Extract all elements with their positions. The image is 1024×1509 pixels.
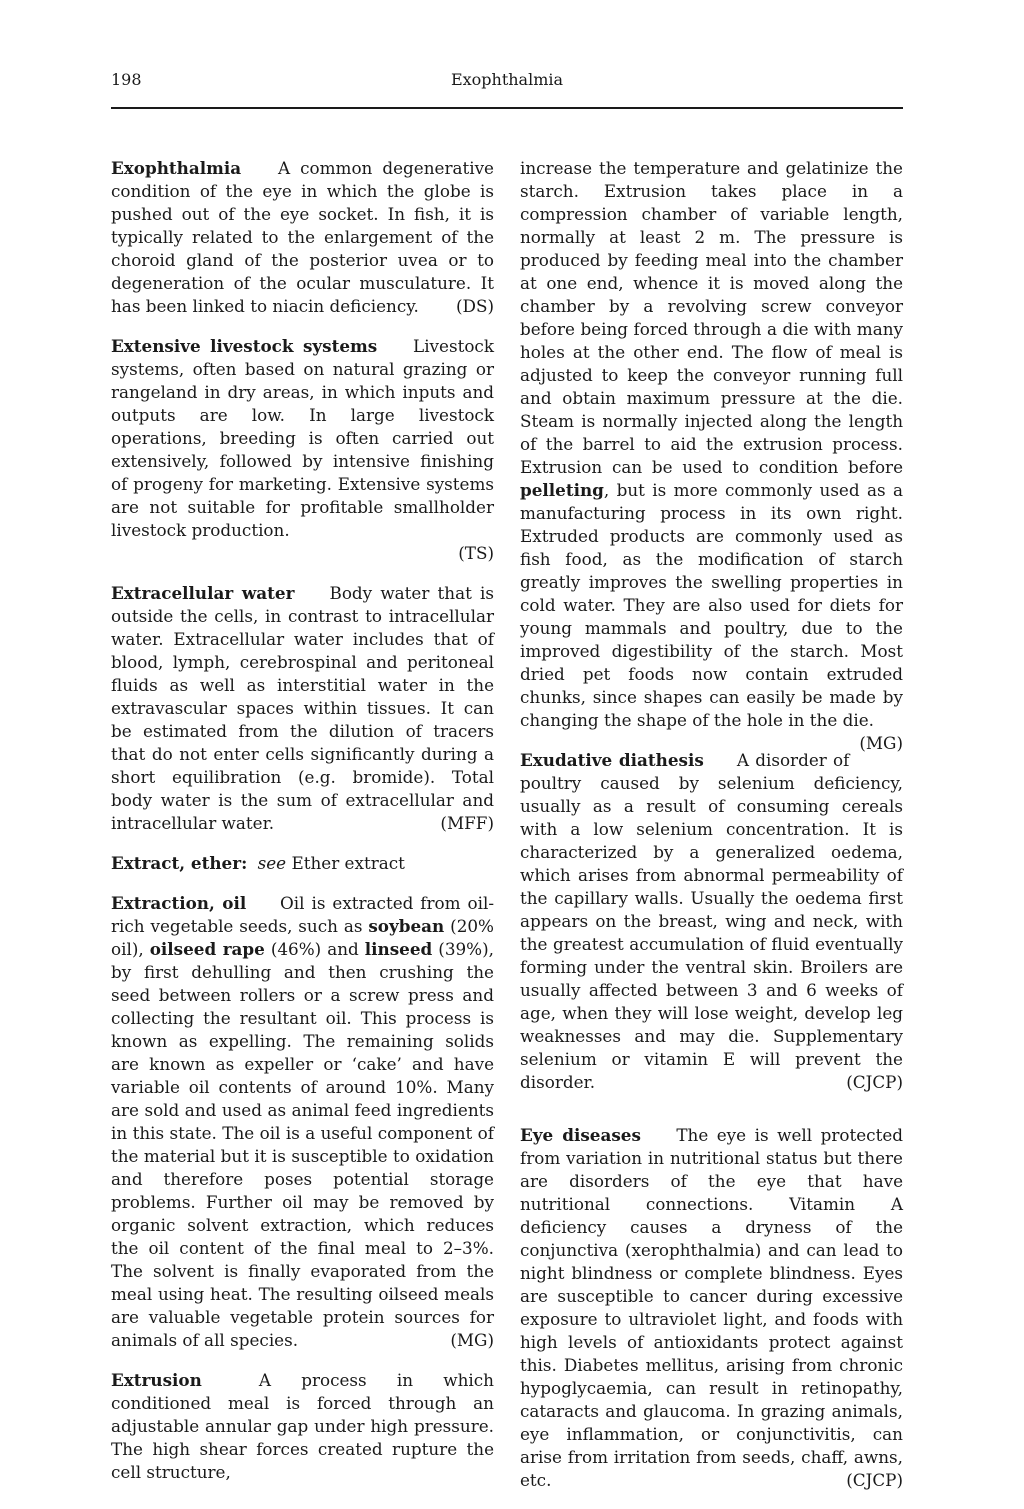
entry-author: (CJCP) [846,1072,903,1092]
left-column [111,157,494,1501]
entry-text: (39%), by first dehulling and then crushing the seed between rollers or a screw press and collecting the resultant oil. This process is known as expelling. The remaining solids are known as expeller or ‘cake’ and have variable oil contents of around 10%. Many are sold and used as animal feed ingredients in this state. The oil is a useful component of the material but it is susceptible to oxidation and therefore poses potential storage problems. Further oil may be removed by organic solvent extraction, which reduces the oil content of the final meal to 2–3%. The solvent is finally evaporated from the meal using heat. The resulting oilseed meals are valuable vegetable protein sources for animals of all species. [111,939,494,1350]
entry-text: Livestock systems, often based on natural grazing or rangeland in dry areas, in which inputs and outputs are low. In large livestock operations, breeding is often carried out extensively, followed by intensive finishing of progeny for marketing. Extensive systems are not suitable for profitable smallholder livestock production. [111,336,494,540]
entry-eye-diseases [520,1124,903,1492]
page-header [111,70,903,94]
entry-text: Oil is extracted from oil-rich vegetable seeds, such as [111,893,494,936]
page-number: 198 [111,70,142,89]
entry-exophthalmia [111,157,494,318]
see-label: see [257,853,287,873]
entry-term: Exudative diathesis [520,750,704,770]
entry-term: Extracellular water [111,583,295,603]
entry-text: increase the temperature and gelatinize the starch. Extrusion takes place in a compression chamber of variable length, normally at least 2 m. The pressure is produced by feeding meal into the chamber at one end, whence it is moved along the chamber by a revolving screw conveyor before being forced through a die with many holes at the other end. The flow of meal is adjusted to keep the conveyor running full and obtain maximum pressure at the die. Steam is normally injected along the length of the barrel to aid the extrusion process. Extrusion can be used to condition before [520,158,903,477]
cross-reference-pelleting: pelleting [520,480,604,500]
entry-extraction-oil [111,892,494,1352]
cross-reference-linseed: linseed [364,939,433,959]
cross-reference-link: Ether extract [291,853,405,873]
entry-text: (46%) and [270,939,359,959]
entry-extensive-livestock-systems [111,335,494,565]
cross-reference-oilseed-rape: oilseed rape [149,939,265,959]
entry-extracellular-water [111,582,494,835]
entry-text: Body water that is outside the cells, in contrast to intracellular water. Extracellular water includes that of blood, lymph, cerebrospinal and peritoneal fluids as well as interstitial water in the extravascular spaces within tissues. It can be estimated from the dilution of tracers that do not enter cells significantly during a short equilibration (e.g. bromide). Total body water is the sum of extracellular and intracellular water. [111,583,494,833]
entry-author: (MG) [450,1330,494,1350]
entry-text: , but is more commonly used as a manufacturing process in its own right. Extruded products are commonly used as fish food, as the modification of starch greatly improves the swelling properties in cold water. They are also used for diets for young mammals and poultry, due to the improved digestibility of the starch. Most dried pet foods now contain extruded chunks, since shapes can easily be made by changing the shape of the hole in the die. [520,480,903,730]
entry-extrusion [111,1369,494,1484]
cross-reference-soybean: soybean [368,916,445,936]
entry-term: Extract, ether: [111,853,248,873]
entry-text: A process in which conditioned meal is forced through an adjustable annular gap under high pressure. The high shear forces created rupture the cell structure, [111,1370,494,1482]
running-title: Exophthalmia [450,70,564,89]
entry-exudative-diathesis [520,749,903,1094]
entry-author: (MG) [859,733,903,753]
entry-author: (DS) [455,296,494,316]
entry-text: The eye is well protected from variation in nutritional status but there are disorders of the eye that have nutritional connections. Vitamin A deficiency causes a dryness of the conjunctiva (xerophthalmia) and can lead to night blindness or complete blindness. Eyes are susceptible to cancer during excessive exposure to ultraviolet light, and foods with high levels of antioxidants protect against this. Diabetes mellitus, arising from chronic hypoglycaemia, can result in retinopathy, cataracts and glaucoma. In grazing animals, eye inflammation, or conjunctivitis, can arise from irritation from seeds, chaff, awns, etc. [520,1125,903,1490]
entry-term: Exophthalmia [111,158,242,178]
entry-term: Eye diseases [520,1125,641,1145]
entry-text: (20% oil), [111,916,495,959]
entry-text: A common degenerative condition of the eye in which the globe is pushed out of the eye socket. In fish, it is typically related to the enlargement of the choroid gland of the posterior uvea or to degeneration of the ocular musculature. It has been linked to niacin deficiency. [111,158,494,316]
entry-text: A disorder of poultry caused by selenium deficiency, usually as a result of consuming cereals with a low selenium concentration. It is characterized by a generalized oedema, which arises from abnormal permeability of the capillary walls. Usually the oedema first appears on the breast, wing and neck, with the greatest accumulation of fluid eventually forming under the ventral skin. Broilers are usually affected between 3 and 6 weeks of age, when they will lose weight, develop leg weaknesses and may die. Supplementary selenium or vitamin E will prevent the disorder. [520,750,903,1092]
header-rule [111,107,903,109]
entry-author: (CJCP) [846,1470,903,1490]
entry-term: Extensive livestock systems [111,336,378,356]
entry-author: (MFF) [440,813,494,833]
entry-author: (TS) [458,543,494,563]
entry-term: Extrusion [111,1370,202,1390]
entry-term: Extraction, oil [111,893,247,913]
entry-extrusion-continued [520,157,903,753]
entry-extract-ether [111,852,494,875]
right-column [520,157,903,1509]
